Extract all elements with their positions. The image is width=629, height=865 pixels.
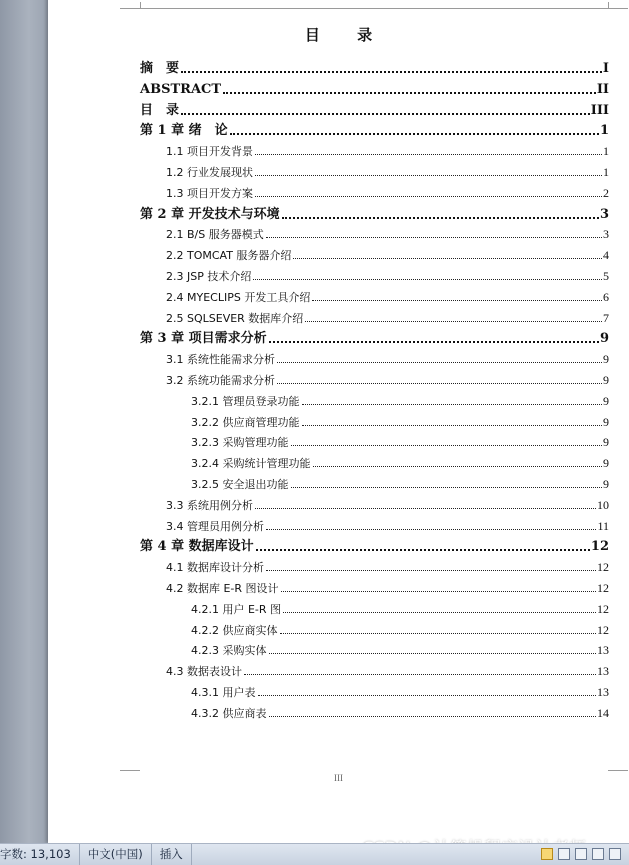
toc-dot-leader (302, 404, 603, 405)
toc-entry-label: 3.2.5 安全退出功能 (191, 478, 289, 491)
toc-dot-leader (266, 237, 602, 238)
toc-entry[interactable] (140, 202, 609, 222)
toc-entry-page: 11 (597, 518, 609, 533)
toc-entry[interactable] (191, 451, 609, 471)
toc-dot-leader (255, 175, 602, 176)
toc-entry[interactable] (140, 326, 609, 346)
toc-entry-page: 12 (597, 622, 609, 637)
left-margin-ruler (0, 0, 48, 843)
toc-entry-page: 1 (599, 123, 609, 139)
toc-entry[interactable] (166, 306, 609, 326)
toc-entry[interactable] (166, 243, 609, 263)
toc-entry-page: 9 (603, 414, 609, 429)
toc-dot-leader (244, 674, 596, 675)
crop-mark-bottom-right (608, 770, 628, 771)
toc-entry-label: 2.5 SQLSEVER 数据库介绍 (166, 311, 304, 325)
toc-entry-label: 3.4 管理员用例分析 (166, 519, 264, 533)
toc-dot-leader (293, 258, 602, 259)
toc-entry-page: 3 (603, 227, 609, 242)
toc-dot-leader (269, 716, 597, 717)
toc-entry-page: 13 (597, 643, 609, 658)
toc-entry-page: I (602, 61, 609, 76)
toc-entry-page: II (596, 81, 609, 97)
toc-entry-label: 1.3 项目开发方案 (166, 186, 253, 200)
toc-entry[interactable] (191, 618, 609, 638)
toc-entry-label: 2.1 B/S 服务器模式 (166, 228, 264, 242)
view-mode-buttons (541, 848, 621, 860)
toc-dot-leader (282, 217, 599, 219)
toc-entry-page: 9 (603, 352, 609, 367)
toc-entry[interactable] (166, 222, 609, 242)
draft-view-icon[interactable] (609, 848, 621, 860)
toc-entry[interactable] (191, 701, 609, 721)
toc-dot-leader (255, 196, 602, 197)
toc-dot-leader (258, 695, 597, 696)
toc-entry-page: 6 (603, 289, 609, 304)
toc-entry[interactable] (191, 597, 609, 617)
toc-entry[interactable] (166, 181, 609, 201)
toc-entry-page: 7 (603, 310, 609, 325)
web-layout-icon[interactable] (575, 848, 587, 860)
toc-entry-page: 5 (603, 269, 609, 283)
toc-dot-leader (266, 570, 596, 571)
toc-entry-label: 3.2 系统功能需求分析 (166, 374, 275, 387)
toc-title: 目 录 (304, 26, 389, 44)
toc-dot-leader (277, 383, 602, 384)
toc-entry[interactable] (140, 56, 609, 76)
toc-entry-page: 14 (597, 705, 609, 720)
toc-entry-label: 3.2.2 供应商管理功能 (191, 415, 300, 429)
crop-mark-top-left (120, 8, 140, 9)
toc-dot-leader (313, 466, 603, 467)
toc-entry-label: 4.2.3 采购实体 (191, 644, 267, 658)
status-bar (0, 843, 629, 865)
toc-entry-page: 13 (597, 685, 609, 699)
toc-entry-label: 第 4 章 数据库设计 (140, 539, 254, 555)
toc-entry[interactable] (191, 389, 609, 409)
toc-entry-page: 13 (597, 664, 609, 679)
toc-entry[interactable] (166, 576, 609, 596)
page-header-text (308, 0, 508, 2)
toc-entry-label: 3.3 系统用例分析 (166, 498, 253, 512)
full-screen-reading-icon[interactable] (558, 848, 570, 860)
crop-mark-bottom-left (120, 770, 140, 771)
crop-mark-top-right (608, 8, 628, 9)
toc-entry-page: 3 (599, 206, 609, 222)
toc-entry[interactable] (140, 534, 609, 554)
toc-entry[interactable] (191, 430, 609, 450)
toc-entry-label: 4.2.1 用户 E-R 图 (191, 602, 282, 616)
toc-entry[interactable] (140, 118, 609, 138)
toc-entry[interactable] (191, 680, 609, 700)
toc-dot-leader (253, 279, 602, 280)
toc-entry-page: III (590, 102, 609, 118)
toc-entry-label: 4.3.1 用户表 (191, 686, 256, 699)
toc-entry-page: 12 (597, 581, 609, 595)
toc-entry[interactable] (166, 514, 609, 534)
toc-entry-label: 1.1 项目开发背景 (166, 145, 253, 159)
toc-dot-leader (255, 154, 602, 155)
toc-dot-leader (281, 591, 596, 592)
document-page[interactable] (48, 0, 629, 843)
toc-dot-leader (291, 487, 603, 488)
toc-dot-leader (269, 653, 597, 654)
toc-entry-label: 2.2 TOMCAT 服务器介绍 (166, 249, 292, 263)
toc-entry-label: 第 1 章 绪 论 (140, 123, 228, 139)
toc-entry-page: 4 (603, 248, 609, 263)
toc-entry[interactable] (166, 347, 609, 367)
page-number: III (334, 773, 343, 783)
toc-entry-label: 2.4 MYECLIPS 开发工具介绍 (166, 290, 311, 304)
toc-dot-leader (255, 508, 596, 509)
insert-mode-indicator[interactable]: 插入 (152, 844, 192, 865)
toc-entry[interactable] (140, 98, 609, 118)
toc-entry[interactable] (166, 659, 609, 679)
toc-entry-label: 4.3.2 供应商表 (191, 706, 267, 720)
toc-dot-leader (277, 362, 602, 363)
toc-dot-leader (230, 133, 599, 135)
toc-entry-page: 1 (603, 144, 609, 159)
toc-entry-label: 3.2.3 采购管理功能 (191, 436, 289, 450)
toc-entry-page: 12 (597, 601, 609, 616)
toc-dot-leader (266, 529, 596, 530)
toc-entry[interactable] (166, 139, 609, 159)
toc-entry-label: ABSTRACT (140, 81, 222, 97)
toc-entry-page: 9 (603, 477, 609, 491)
toc-entry-page: 12 (590, 539, 609, 555)
toc-entry-label: 目 录 (140, 102, 180, 118)
toc-entry[interactable] (166, 368, 609, 388)
toc-entry[interactable] (140, 77, 609, 97)
toc-entry-label: 3.2.4 采购统计管理功能 (191, 457, 311, 471)
toc-entry-label: 2.3 JSP 技术介绍 (166, 270, 252, 283)
toc-dot-leader (181, 71, 602, 73)
toc-entry[interactable] (166, 493, 609, 513)
toc-entry[interactable] (166, 285, 609, 305)
word-count[interactable]: 字数: 13,103 (0, 844, 80, 865)
toc-dot-leader (302, 425, 603, 426)
toc-entry-label: 4.3 数据表设计 (166, 665, 242, 679)
toc-entry[interactable] (166, 555, 609, 575)
toc-entry-label: 第 2 章 开发技术与环境 (140, 206, 280, 222)
toc-dot-leader (283, 612, 596, 613)
toc-entry-label: 4.1 数据库设计分析 (166, 561, 264, 575)
toc-entry-label: 第 3 章 项目需求分析 (140, 331, 267, 347)
toc-entry-page: 10 (597, 497, 609, 512)
toc-dot-leader (223, 92, 596, 94)
toc-dot-leader (181, 113, 590, 115)
print-layout-view-icon[interactable] (541, 848, 553, 860)
outline-view-icon[interactable] (592, 848, 604, 860)
toc-entry-page: 1 (603, 165, 609, 179)
toc-entry[interactable] (191, 410, 609, 430)
toc-entry-label: 3.2.1 管理员登录功能 (191, 394, 300, 408)
toc-entry-page: 9 (603, 373, 609, 387)
toc-entry-label: 摘 要 (140, 61, 180, 76)
toc-dot-leader (269, 341, 599, 343)
toc-dot-leader (256, 549, 590, 551)
toc-entry-page: 9 (603, 435, 609, 450)
toc-entry-page: 12 (597, 560, 609, 575)
toc-dot-leader (305, 321, 602, 322)
toc-dot-leader (291, 445, 603, 446)
toc-entry-page: 2 (603, 185, 609, 200)
toc-entry-page: 9 (599, 331, 609, 347)
toc-entry-label: 3.1 系统性能需求分析 (166, 353, 275, 367)
toc-entry-label: 4.2.2 供应商实体 (191, 623, 278, 637)
toc-dot-leader (312, 300, 602, 301)
toc-entry-label: 1.2 行业发展现状 (166, 166, 253, 179)
header-rule (140, 8, 608, 9)
language-indicator[interactable]: 中文(中国) (80, 844, 152, 865)
toc-entry-label: 4.2 数据库 E-R 图设计 (166, 582, 279, 595)
toc-entry[interactable] (191, 638, 609, 658)
toc-entry[interactable] (166, 160, 609, 180)
toc-entry-page: 9 (603, 456, 609, 471)
toc-entry[interactable] (166, 264, 609, 284)
toc-entry-page: 9 (603, 393, 609, 408)
toc-dot-leader (280, 633, 597, 634)
toc-entry[interactable] (191, 472, 609, 492)
